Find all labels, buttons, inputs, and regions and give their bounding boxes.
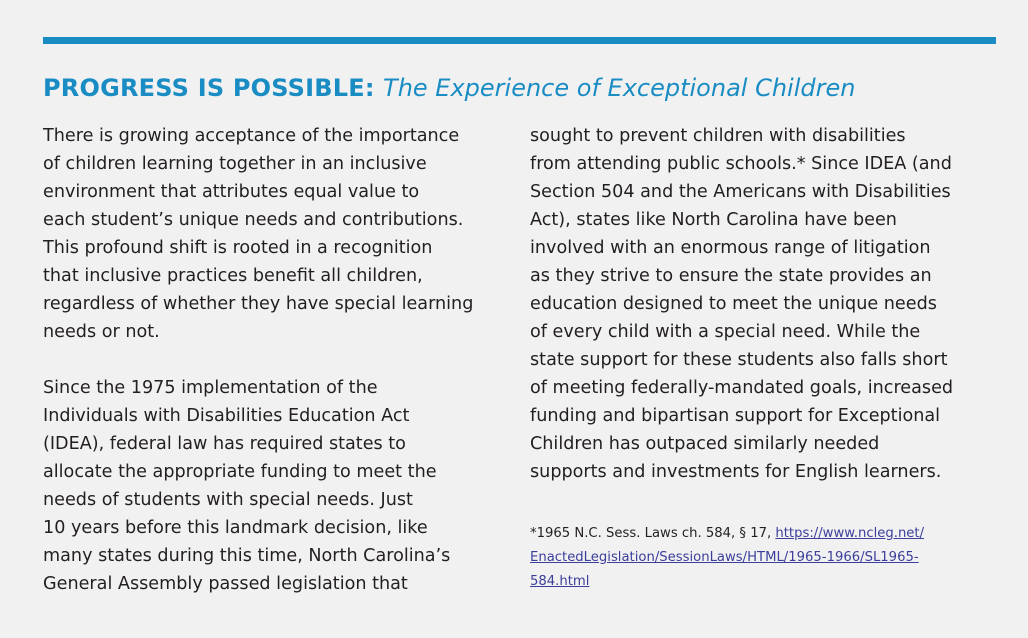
text-line: Children has outpaced similarly needed	[530, 434, 880, 454]
text-line: Individuals with Disabilities Education Act	[43, 406, 410, 426]
text-line: There is growing acceptance of the importance	[43, 126, 460, 146]
footnote-link-part-1[interactable]: https://www.ncleg.net/	[775, 526, 925, 541]
text-line: allocate the appropriate funding to meet the	[43, 462, 437, 482]
heading-lead: PROGRESS IS POSSIBLE:	[43, 74, 375, 102]
text-line: needs or not.	[43, 322, 160, 342]
text-line: that inclusive practices benefit all children,	[43, 266, 423, 286]
left-paragraph-1	[43, 122, 513, 346]
left-column	[43, 122, 513, 598]
footnote-link-part-3[interactable]: 584.html	[530, 574, 590, 589]
text-line: supports and investments for English learners.	[530, 462, 942, 482]
top-accent-rule	[43, 37, 996, 44]
text-line: This profound shift is rooted in a recognition	[43, 238, 433, 258]
heading-subtitle: The Experience of Exceptional Children	[383, 74, 856, 102]
text-line: Section 504 and the Americans with Disabilities	[530, 182, 951, 202]
text-line: regardless of whether they have special learning	[43, 294, 474, 314]
footnote-line-3	[530, 570, 1000, 594]
left-paragraph-2	[43, 374, 513, 598]
text-line: from attending public schools.* Since IDEA (and	[530, 154, 952, 174]
right-paragraph	[530, 122, 1000, 486]
text-line: each student’s unique needs and contributions.	[43, 210, 464, 230]
text-line: education designed to meet the unique needs	[530, 294, 937, 314]
text-line: funding and bipartisan support for Exceptional	[530, 406, 941, 426]
text-line: (IDEA), federal law has required states to	[43, 434, 406, 454]
text-line: state support for these students also falls short	[530, 350, 948, 370]
text-line: 10 years before this landmark decision, like	[43, 518, 428, 538]
text-line: General Assembly passed legislation that	[43, 574, 408, 594]
text-line: environment that attributes equal value to	[43, 182, 420, 202]
text-line: many states during this time, North Carolina’s	[43, 546, 451, 566]
footnote	[530, 522, 1000, 594]
text-line: Since the 1975 implementation of the	[43, 378, 378, 398]
footnote-link-part-2[interactable]: EnactedLegislation/SessionLaws/HTML/1965-1966/SL1965-	[530, 550, 919, 565]
footnote-line-1	[530, 522, 1000, 546]
right-column	[530, 122, 1000, 486]
text-line: involved with an enormous range of litigation	[530, 238, 931, 258]
text-line: needs of students with special needs. Just	[43, 490, 413, 510]
text-line: of every child with a special need. While the	[530, 322, 921, 342]
text-line: Act), states like North Carolina have been	[530, 210, 897, 230]
text-line: as they strive to ensure the state provides an	[530, 266, 932, 286]
text-line: of meeting federally-mandated goals, increased	[530, 378, 954, 398]
text-line: of children learning together in an inclusive	[43, 154, 427, 174]
footnote-line-2	[530, 546, 1000, 570]
callout-heading	[43, 72, 1003, 104]
footnote-citation: *1965 N.C. Sess. Laws ch. 584, § 17,	[530, 526, 776, 541]
text-line: sought to prevent children with disabilities	[530, 126, 906, 146]
paragraph-gap	[43, 346, 513, 374]
